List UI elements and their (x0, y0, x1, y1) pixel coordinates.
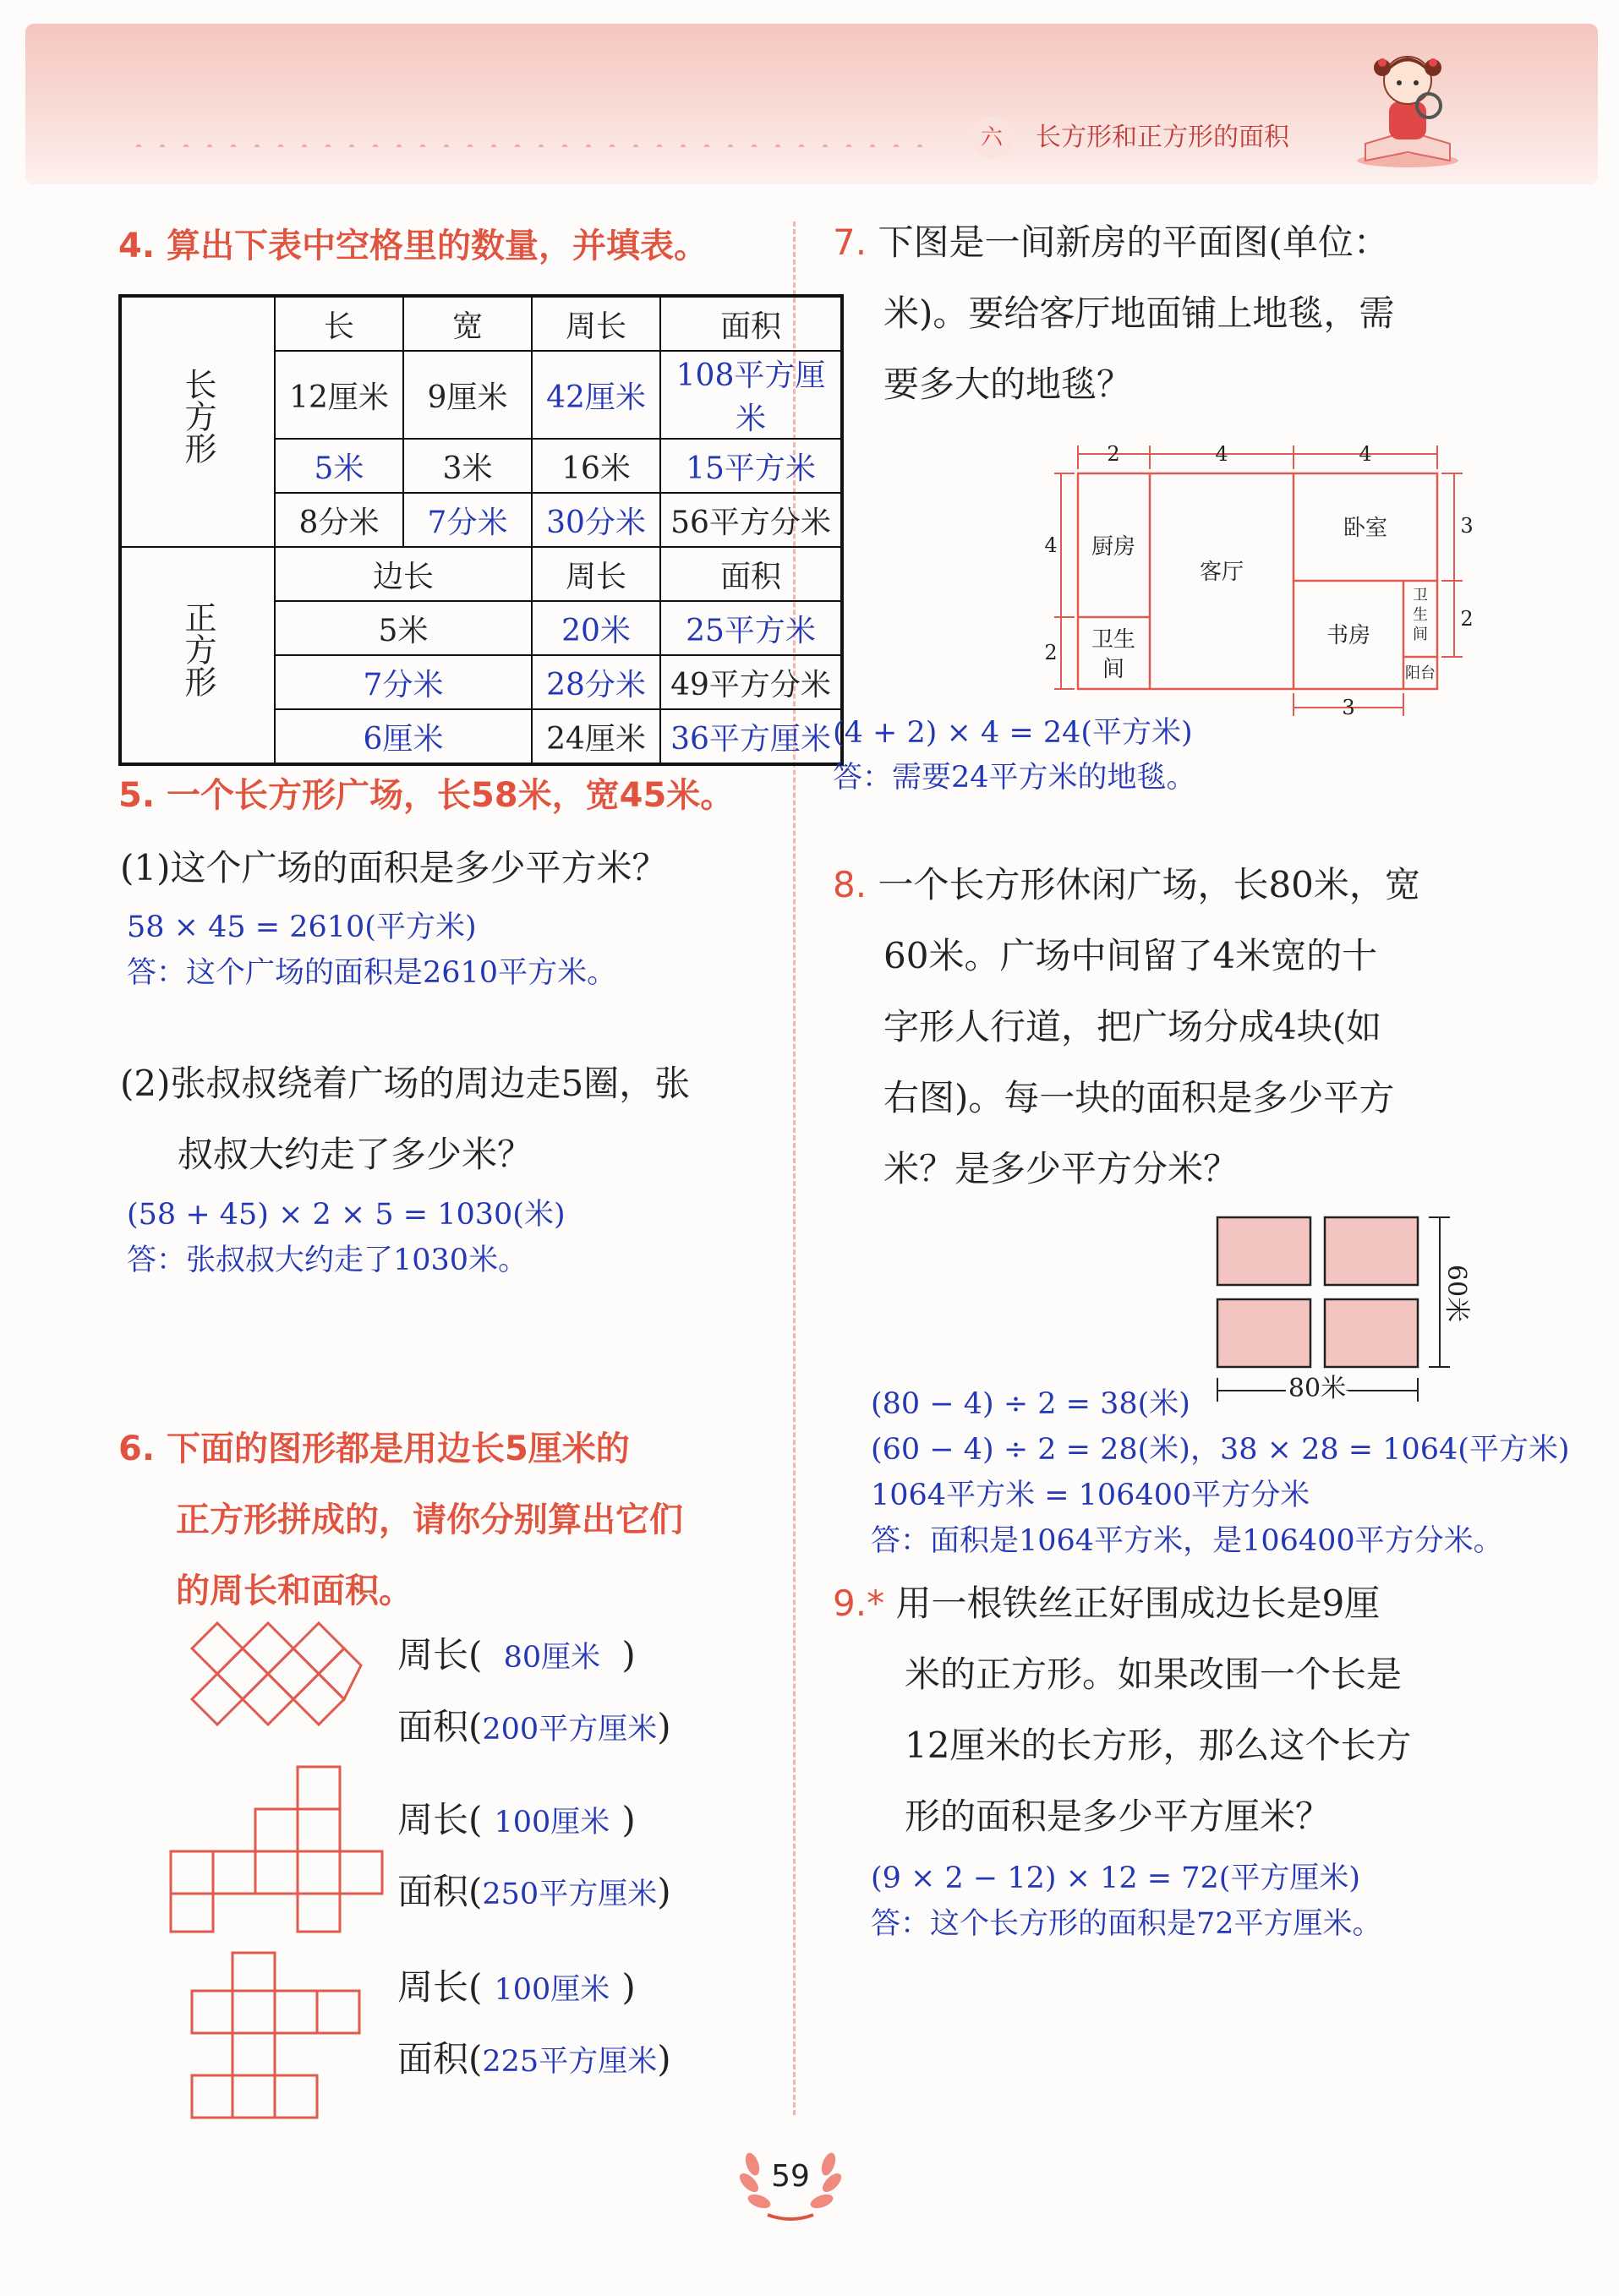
q5-title: 5. 一个长方形广场，长58米，宽45米。 (118, 776, 735, 815)
q9-answer: 答：这个长方形的面积是72平方厘米。 (871, 1907, 1382, 1941)
room-bath2-l1: 卫 (1413, 587, 1428, 604)
shape-staircase (171, 1765, 391, 1934)
cell-answer: 6厘米 (275, 709, 532, 764)
cell-answer: 7分米 (275, 655, 532, 709)
room-bath2-l2: 生 (1413, 606, 1428, 624)
q9-line2: 米的正方形。如果改围一个长是 (905, 1654, 1403, 1695)
header-width: 宽 (403, 296, 532, 351)
header-area: 面积 (660, 547, 842, 601)
q7-line3: 要多大的地毯？ (883, 364, 1133, 405)
dim-left-1: 4 (1044, 533, 1058, 557)
header-area: 面积 (660, 296, 842, 351)
dim-left-2: 2 (1044, 641, 1058, 664)
cell-answer: 15平方米 (660, 439, 842, 493)
cell: 16米 (532, 439, 660, 493)
q7-answer: 答：需要24平方米的地毯。 (833, 761, 1196, 795)
room-bedroom: 卧室 (1343, 516, 1388, 541)
dim-top-1: 2 (1107, 442, 1120, 466)
cell-answer: 7分米 (403, 493, 532, 547)
q5-answer1: 答：这个广场的面积是2610平方米。 (127, 956, 617, 990)
shape1-area: 面积(200平方厘米) (397, 1706, 671, 1747)
q8-line4: 右图)。每一块的面积是多少平方 (883, 1077, 1395, 1118)
q9-line1: 9.* 用一根铁丝正好围成边长是9厘 (833, 1583, 1381, 1624)
q5-answer1-eq: 58 × 45 = 2610(平方米) (127, 910, 477, 944)
q8-line2: 60米。广场中间留了4米宽的十 (883, 935, 1378, 976)
shape2-perimeter: 周长( 100厘米 ) (397, 1799, 636, 1840)
cell: 3米 (403, 439, 532, 493)
room-kitchen: 厨房 (1091, 534, 1136, 560)
room-study: 书房 (1326, 623, 1371, 648)
dim-bottom: 3 (1342, 696, 1355, 719)
chapter-title: 长方形和正方形的面积 (1036, 123, 1289, 152)
cell: 24厘米 (532, 709, 660, 764)
cell-answer: 108平方厘米 (660, 351, 842, 439)
q5-answer2: 答：张叔叔大约走了1030米。 (127, 1244, 528, 1277)
q5-answer2-eq: (58 + 45) × 2 × 5 = 1030(米) (127, 1198, 566, 1232)
q8-answer-1: (80 − 4) ÷ 2 = 38(米) (871, 1387, 1190, 1421)
header-perimeter: 周长 (532, 547, 660, 601)
dim-top-3: 4 (1359, 442, 1372, 466)
q7-line2: 米)。要给客厅地面铺上地毯，需 (883, 292, 1395, 334)
q9-line4: 形的面积是多少平方厘米？ (905, 1796, 1332, 1837)
plaza-height: 60米 (1441, 1264, 1471, 1323)
square-label: 正方形 (120, 547, 275, 764)
room-living: 客厅 (1199, 560, 1244, 585)
shape3-area: 面积(225平方厘米) (397, 2038, 671, 2080)
q5-part1: (1)这个广场的面积是多少平方米？ (120, 847, 668, 888)
girl-reading-icon (1348, 34, 1467, 169)
q7-answer-eq: (4 + 2) × 4 = 24(平方米) (833, 716, 1193, 750)
room-bath-l1: 卫生 (1091, 627, 1136, 653)
shape-cross (190, 1951, 368, 2120)
plaza-width: 80米 (1288, 1374, 1347, 1403)
q8-answer-4: 答：面积是1064平方米，是106400平方分米。 (871, 1524, 1503, 1558)
cell-answer: 20米 (532, 601, 660, 655)
q8-answer-3: 1064平方米 = 106400平方分米 (871, 1479, 1310, 1512)
cell-answer: 28分米 (532, 655, 660, 709)
q8-line5: 米？是多少平方分米？ (883, 1148, 1239, 1189)
room-balcony: 阳台 (1405, 664, 1436, 682)
shape2-area: 面积(250平方厘米) (397, 1871, 671, 1912)
shape3-perimeter: 周长( 100厘米 ) (397, 1966, 636, 2008)
dim-right-2: 2 (1460, 607, 1474, 631)
cell: 12厘米 (275, 351, 403, 439)
q7-line1: 7. 下图是一间新房的平面图(单位： (833, 221, 1389, 263)
q5-part2-l2: 叔叔大约走了多少米？ (178, 1134, 533, 1175)
header-side: 边长 (275, 547, 532, 601)
q8-answer-2: (60 − 4) ÷ 2 = 28(米)，38 × 28 = 1064(平方米) (871, 1433, 1570, 1467)
q4-title: 4. 算出下表中空格里的数量，并填表。 (118, 227, 708, 265)
q8-line3: 字形人行道，把广场分成4块(如 (883, 1006, 1382, 1047)
cell: 5米 (275, 601, 532, 655)
cell: 56平方分米 (660, 493, 842, 547)
room-bath-l2: 间 (1102, 657, 1125, 682)
q9-answer-eq: (9 × 2 − 12) × 12 = 72(平方厘米) (871, 1861, 1361, 1895)
cell-answer: 36平方厘米 (660, 709, 842, 764)
q4-table (118, 294, 844, 766)
q5-part2-l1: (2)张叔叔绕着广场的周边走5圈，张 (120, 1063, 691, 1104)
chapter-number: 六 (971, 117, 1013, 159)
cell: 9厘米 (403, 351, 532, 439)
room-bath2-l3: 间 (1413, 626, 1428, 643)
shape-diamonds (190, 1621, 364, 1731)
shape1-perimeter: 周长( 80厘米 ) (397, 1634, 636, 1676)
cell: 8分米 (275, 493, 403, 547)
cell-answer: 25平方米 (660, 601, 842, 655)
rect-label: 长方形 (120, 296, 275, 547)
floor-plan (1044, 435, 1475, 723)
q6-title: 6. 下面的图形都是用边长5厘米的 正方形拼成的，请你分别算出它们 的周长和面积。 (118, 1430, 683, 1610)
header-dots (127, 144, 938, 147)
cell-answer: 30分米 (532, 493, 660, 547)
plaza-figure (1205, 1209, 1471, 1412)
cell-answer: 42厘米 (532, 351, 660, 439)
q8-line1: 8. 一个长方形休闲广场，长80米，宽 (833, 864, 1420, 905)
dim-right-1: 3 (1460, 514, 1474, 538)
dim-top-2: 4 (1215, 442, 1228, 466)
page-number: 59 (771, 2159, 810, 2194)
header-length: 长 (275, 296, 403, 351)
cell: 49平方分米 (660, 655, 842, 709)
q9-line3: 12厘米的长方形，那么这个长方 (905, 1725, 1412, 1766)
header-perimeter: 周长 (532, 296, 660, 351)
cell-answer: 5米 (275, 439, 403, 493)
